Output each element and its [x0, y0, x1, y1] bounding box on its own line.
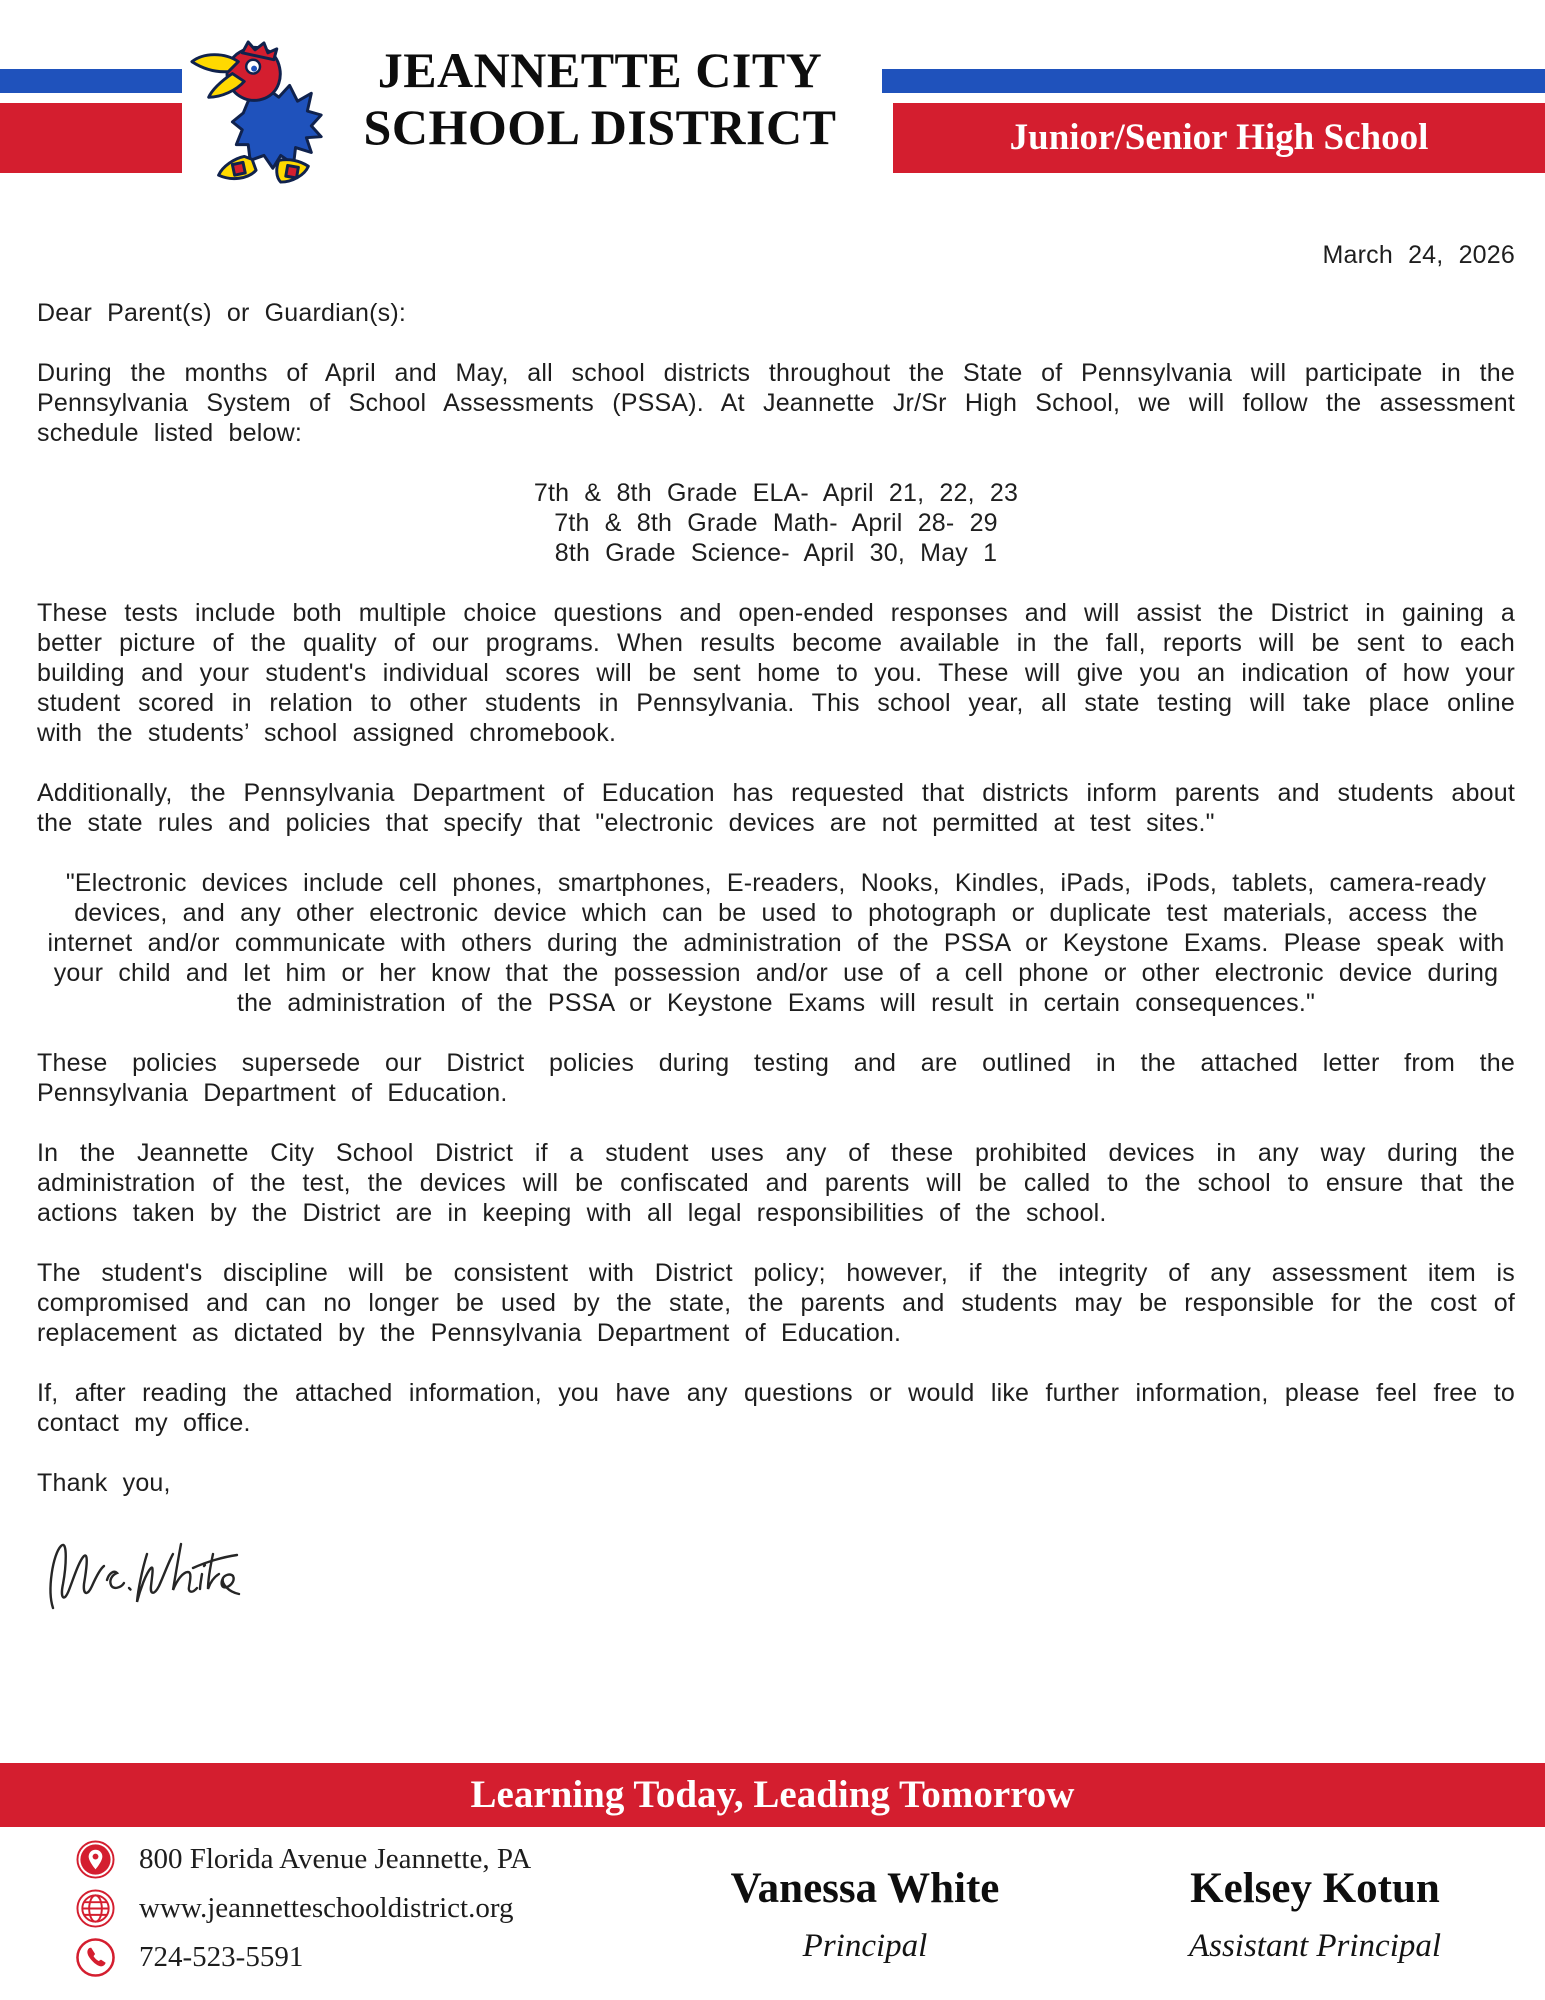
district-name [322, 42, 878, 156]
paragraph-additionally: Additionally, the Pennsylvania Department of Education has requested that districts inform parents and students about the state rules and policies that specify that "electronic devices are not permitted at test sites." [37, 779, 1515, 837]
jayhawk-logo-icon [186, 40, 336, 188]
paragraph-tests: These tests include both multiple choice questions and open-ended responses and will assist the District in gaining a better picture of the quality of our programs. When results become available in the fall, reports will be sent to each building and your student's individual scores will be sent home to you. These will give you an indication of how your student scored in relation to other students in Pennsylvania. This school year, all state testing will take place online with the students’ school assigned chromebook. [37, 599, 1515, 747]
paragraph-intro: During the months of April and May, all school districts throughout the State of Pennsylvania will participate in the Pennsylvania System of School Assessments (PSSA). At Jeannette Jr/Sr High School, we will follow the assessment schedule listed below: [37, 359, 1515, 447]
header-red-stripe-left [0, 103, 182, 173]
letter-body [37, 240, 1515, 1627]
contact-row-website [76, 1889, 531, 1928]
district-name-line1: JEANNETTE CITY [377, 42, 823, 98]
assistant-principal-block [1135, 1866, 1495, 1965]
paragraph-discipline: The student's discipline will be consistent with District policy; however, if the integrity of any assessment item is compromised and can no longer be used by the state, the parents and students may be responsible for the cost of replacement as dictated by the Pennsylvania Department of Education. [37, 1259, 1515, 1347]
phone-icon [76, 1938, 115, 1977]
paragraph-confiscation: In the Jeannette City School District if a student uses any of these prohibited devices in any way during the administration of the test, the devices will be confiscated and parents will be called to the school to ensure that the actions taken by the District are in keeping with all legal responsibilities of the school. [37, 1139, 1515, 1227]
principal-title: Principal [802, 1928, 928, 1964]
globe-icon [76, 1889, 115, 1928]
header-blue-stripe-right [882, 69, 1545, 93]
website-text: www.jeannetteschooldistrict.org [139, 1892, 514, 1924]
principal-name: Vanessa White [730, 1865, 1000, 1912]
motto-banner: Learning Today, Leading Tomorrow [0, 1763, 1545, 1827]
header-blue-stripe-left [0, 69, 182, 93]
principal-block [685, 1866, 1045, 1965]
phone-text: 724-523-5591 [139, 1941, 304, 1973]
schedule-item-math: 7th & 8th Grade Math- April 28- 29 [554, 509, 998, 537]
district-name-line2: SCHOOL DISTRICT [363, 99, 837, 155]
contact-info [76, 1840, 531, 1977]
letter-date: March 24, 2026 [1322, 241, 1515, 269]
paragraph-policies: These policies supersede our District policies during testing and are outlined in the attached letter from the Pennsylvania Department of Education. [37, 1049, 1515, 1107]
assistant-principal-name: Kelsey Kotun [1190, 1865, 1440, 1912]
location-pin-icon [76, 1840, 115, 1879]
closing: Thank you, [37, 1469, 171, 1497]
paragraph-questions: If, after reading the attached information, you have any questions or would like further information, please feel free to contact my office. [37, 1379, 1515, 1437]
assessment-schedule [37, 478, 1515, 568]
assistant-principal-title: Assistant Principal [1188, 1928, 1442, 1964]
paragraph-device-quote: "Electronic devices include cell phones, smartphones, E-readers, Nooks, Kindles, iPads, iPods, tablets, camera-ready devices, and any other electronic device which can be used to photograph or duplicate test materials, access the internet and/or communicate with others during the administration of the PSSA or Keystone Exams. Please speak with your child and let him or her know that the possession and/or use of a cell phone or other electronic device during the administration of the PSSA or Keystone Exams will result in certain consequences." [47, 869, 1505, 1017]
contact-row-phone [76, 1938, 531, 1977]
contact-row-address [76, 1840, 531, 1879]
signature-image [43, 1528, 1515, 1627]
schedule-item-science: 8th Grade Science- April 30, May 1 [554, 539, 998, 567]
salutation: Dear Parent(s) or Guardian(s): [37, 299, 407, 327]
address-text: 800 Florida Avenue Jeannette, PA [139, 1843, 532, 1875]
school-badge: Junior/Senior High School [893, 103, 1545, 173]
schedule-item-ela: 7th & 8th Grade ELA- April 21, 22, 23 [533, 479, 1019, 507]
